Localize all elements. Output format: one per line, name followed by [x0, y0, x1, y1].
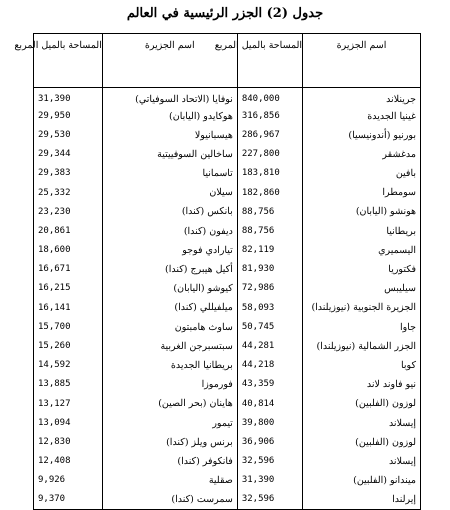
island-name-cell: إيسلاند: [303, 452, 421, 471]
island-name-cell: لوزون (الفلبين): [303, 395, 421, 414]
area-cell: 20,861: [34, 222, 103, 241]
table-row: [34, 356, 421, 375]
island-name-cell: بريطانيا: [303, 222, 421, 241]
table-body: [34, 88, 421, 510]
island-name-cell: بافين: [303, 164, 421, 183]
area-cell: 13,094: [34, 414, 103, 433]
area-cell: 14,592: [34, 356, 103, 375]
area-cell: 227,800: [237, 145, 302, 164]
area-cell: 29,344: [34, 145, 103, 164]
island-name-cell: سيليبس: [303, 279, 421, 298]
table-header-row: [34, 34, 421, 88]
area-cell: 15,700: [34, 318, 103, 337]
header-island-name-2: اسم الجزيرة: [102, 34, 237, 88]
area-cell: 72,986: [237, 279, 302, 298]
area-cell: 13,885: [34, 375, 103, 394]
area-cell: 840,000: [237, 88, 302, 107]
island-name-cell: هاينان (بحر الصين): [102, 395, 237, 414]
island-name-cell: سمرست (كندا): [102, 490, 237, 509]
table-row: [34, 241, 421, 260]
area-cell: 182,860: [237, 183, 302, 202]
table-row: [34, 107, 421, 126]
area-cell: 40,814: [237, 395, 302, 414]
island-name-cell: جاوا: [303, 318, 421, 337]
area-cell: 88,756: [237, 222, 302, 241]
island-name-cell: لوزون (الفلبين): [303, 433, 421, 452]
island-name-cell: بانكس (كندا): [102, 203, 237, 222]
area-cell: 25,332: [34, 183, 103, 202]
island-name-cell: هوكايدو (اليابان): [102, 107, 237, 126]
island-name-cell: ساوث هامبتون: [102, 318, 237, 337]
area-cell: 18,600: [34, 241, 103, 260]
area-cell: 16,671: [34, 260, 103, 279]
area-cell: 58,093: [237, 299, 302, 318]
area-cell: 23,230: [34, 203, 103, 222]
island-name-cell: جرينلاند: [303, 88, 421, 107]
header-area-1: المساحة بالميل المربع: [237, 34, 302, 88]
island-name-cell: نيو فاوند لاند: [303, 375, 421, 394]
table-row: [34, 433, 421, 452]
table-row: [34, 203, 421, 222]
island-name-cell: أكيل هيبرج (كندا): [102, 260, 237, 279]
table-row: [34, 318, 421, 337]
area-cell: 9,926: [34, 471, 103, 490]
table-row: [34, 299, 421, 318]
area-cell: 32,596: [237, 452, 302, 471]
island-name-cell: مدغشقر: [303, 145, 421, 164]
area-cell: 29,530: [34, 126, 103, 145]
table-row: [34, 414, 421, 433]
area-cell: 16,141: [34, 299, 103, 318]
table-row: [34, 164, 421, 183]
area-cell: 32,596: [237, 490, 302, 509]
island-name-cell: نوفايا (الاتحاد السوفياتي): [102, 88, 237, 107]
island-name-cell: كيوشو (اليابان): [102, 279, 237, 298]
table-row: [34, 88, 421, 107]
area-cell: 31,390: [34, 88, 103, 107]
island-name-cell: الجزيرة الجنوبية (نيوزيلندا): [303, 299, 421, 318]
area-cell: 12,408: [34, 452, 103, 471]
area-cell: 50,745: [237, 318, 302, 337]
table-row: [34, 183, 421, 202]
area-cell: 39,800: [237, 414, 302, 433]
island-name-cell: ميلفيللي (كندا): [102, 299, 237, 318]
island-name-cell: تاسمانيا: [102, 164, 237, 183]
area-cell: 36,906: [237, 433, 302, 452]
island-name-cell: بورنيو (أندونيسيا): [303, 126, 421, 145]
area-cell: 81,930: [237, 260, 302, 279]
area-cell: 44,281: [237, 337, 302, 356]
area-cell: 13,127: [34, 395, 103, 414]
island-name-cell: تيمور: [102, 414, 237, 433]
table-title: جدول (2) الجزر الرئيسية في العالم: [126, 6, 324, 21]
island-name-cell: إيسلاند: [303, 414, 421, 433]
island-name-cell: بريطانيا الجديدة: [102, 356, 237, 375]
area-cell: 316,856: [237, 107, 302, 126]
island-name-cell: سومطرا: [303, 183, 421, 202]
area-cell: 29,383: [34, 164, 103, 183]
area-cell: 286,967: [237, 126, 302, 145]
table-row: [34, 260, 421, 279]
table-row: [34, 490, 421, 509]
area-cell: 29,950: [34, 107, 103, 126]
island-name-cell: سبتسبرجن الغربية: [102, 337, 237, 356]
table-row: [34, 452, 421, 471]
table-row: [34, 375, 421, 394]
header-island-name-1: اسم الجزيرة: [303, 34, 421, 88]
area-cell: 16,215: [34, 279, 103, 298]
table-row: [34, 145, 421, 164]
area-cell: 43,359: [237, 375, 302, 394]
table-row: [34, 222, 421, 241]
area-cell: 44,218: [237, 356, 302, 375]
header-area-2: المساحة بالميل المربع: [34, 34, 103, 88]
island-name-cell: برنس ويلز (كندا): [102, 433, 237, 452]
island-name-cell: فكتوريا: [303, 260, 421, 279]
island-name-cell: هونشو (اليابان): [303, 203, 421, 222]
table-row: [34, 279, 421, 298]
island-name-cell: كوبا: [303, 356, 421, 375]
area-cell: 9,370: [34, 490, 103, 509]
table-row: [34, 126, 421, 145]
island-name-cell: تيارادي فوجو: [102, 241, 237, 260]
area-cell: 82,119: [237, 241, 302, 260]
island-name-cell: ميندانو (الفلبين): [303, 471, 421, 490]
area-cell: 12,830: [34, 433, 103, 452]
table-row: [34, 395, 421, 414]
island-name-cell: صقلية: [102, 471, 237, 490]
table-row: [34, 337, 421, 356]
island-name-cell: الجزر الشمالية (نيوزيلندا): [303, 337, 421, 356]
island-name-cell: ديفون (كندا): [102, 222, 237, 241]
island-name-cell: اليسميري: [303, 241, 421, 260]
islands-table: [14, 33, 421, 510]
island-name-cell: ساخالين السوفييتية: [102, 145, 237, 164]
area-cell: 15,260: [34, 337, 103, 356]
area-cell: 88,756: [237, 203, 302, 222]
table-row: [34, 471, 421, 490]
area-cell: 31,390: [237, 471, 302, 490]
island-name-cell: سيلان: [102, 183, 237, 202]
island-name-cell: فانكوفر (كندا): [102, 452, 237, 471]
island-name-cell: هيسبانيولا: [102, 126, 237, 145]
island-name-cell: فورموزا: [102, 375, 237, 394]
island-name-cell: غينيا الجديدة: [303, 107, 421, 126]
island-name-cell: إيرلندا: [303, 490, 421, 509]
area-cell: 183,810: [237, 164, 302, 183]
